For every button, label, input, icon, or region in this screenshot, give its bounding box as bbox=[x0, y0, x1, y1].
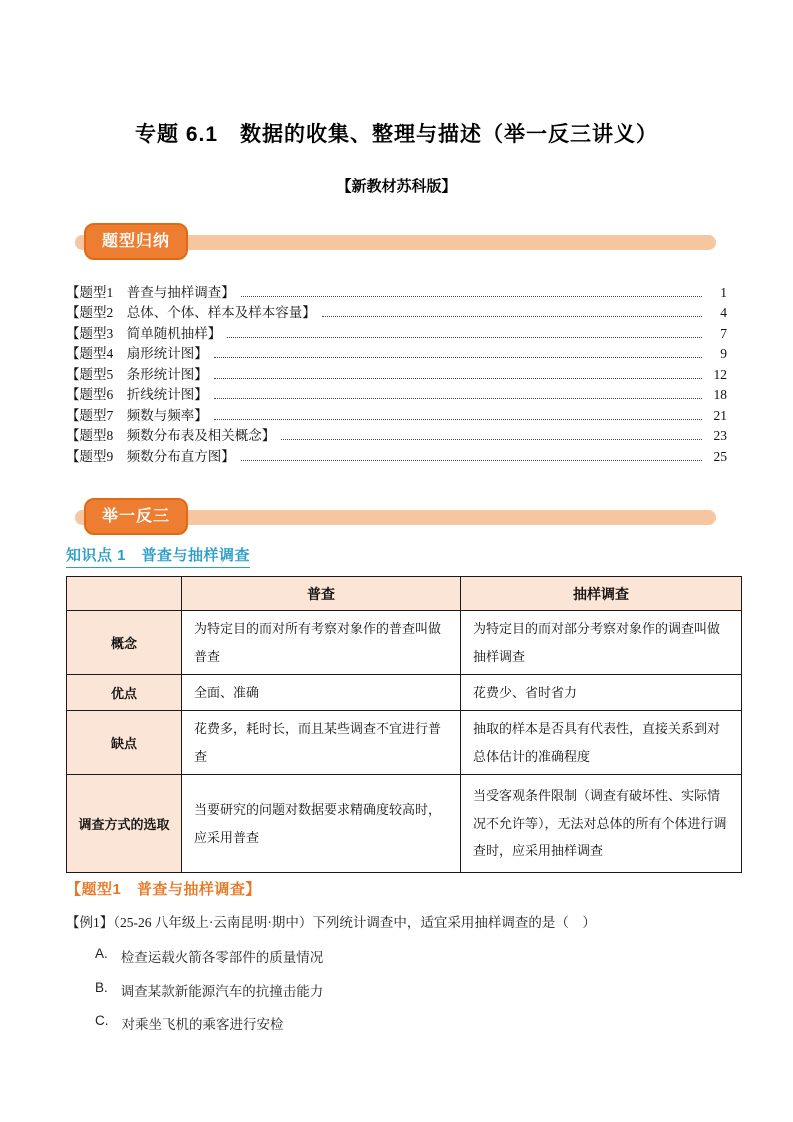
toc-entry-6[interactable] bbox=[66, 383, 727, 404]
toc-entry-label: 【题型3 简单随机抽样】 bbox=[66, 325, 222, 341]
example-1-stem: 【例1】（25-26 八年级上·云南昆明·期中）下列统计调查中，适宜采用抽样调查的是（ ） bbox=[66, 915, 596, 930]
toc-entry-3[interactable] bbox=[66, 321, 727, 342]
selection-sampling-cell: 当受客观条件限制（调查有破坏性、实际情况不允许等），无法对总体的所有个体进行调查时，应采用抽样调查 bbox=[461, 775, 742, 873]
toc-dot-leader bbox=[322, 316, 702, 317]
option-c bbox=[95, 1013, 725, 1033]
concept-census-cell: 为特定目的而对所有考察对象作的普查叫做普查 bbox=[182, 611, 461, 675]
toc-page-number: 12 bbox=[713, 366, 727, 382]
toc-entry-label: 【题型8 频数分布表及相关概念】 bbox=[66, 428, 276, 443]
selection-census-cell: 当要研究的问题对数据要求精确度较高时，应采用普查 bbox=[182, 775, 461, 873]
knowledge-point-heading: 知识点 1 普查与抽样调查 bbox=[66, 544, 250, 568]
option-a-letter: A. bbox=[95, 946, 108, 961]
toc-entry-5[interactable] bbox=[66, 362, 727, 383]
option-a bbox=[95, 946, 725, 966]
banner-badge-practice: 举一反三 bbox=[84, 498, 188, 535]
disadvantage-census-cell: 花费多，耗时长，而且某些调查不宜进行普查 bbox=[182, 711, 461, 775]
option-b-letter: B. bbox=[95, 980, 108, 995]
toc-dot-leader bbox=[214, 357, 702, 358]
toc-entry-label: 【题型7 频数与频率】 bbox=[66, 407, 208, 423]
table-row-disadvantage bbox=[67, 711, 742, 775]
toc-page-number: 25 bbox=[713, 448, 727, 464]
row-label: 缺点 bbox=[67, 711, 182, 775]
table-corner-cell bbox=[67, 577, 182, 611]
toc-dot-leader bbox=[227, 337, 702, 338]
toc-page-number: 4 bbox=[720, 305, 727, 320]
column-header-sampling: 抽样调查 bbox=[461, 577, 742, 611]
concept-sampling-cell: 为特定目的而对部分考察对象作的调查叫做抽样调查 bbox=[461, 611, 742, 675]
toc-dot-leader bbox=[241, 460, 702, 461]
toc-entry-2[interactable] bbox=[66, 301, 727, 322]
table-row-method-selection bbox=[67, 775, 742, 873]
row-label: 概念 bbox=[67, 611, 182, 675]
toc-entry-8[interactable] bbox=[66, 424, 727, 445]
option-b bbox=[95, 980, 725, 1000]
section-banner-practice bbox=[0, 498, 793, 536]
row-label: 调查方式的选取 bbox=[67, 775, 182, 873]
toc-dot-leader bbox=[214, 419, 702, 420]
option-c-letter: C. bbox=[95, 1013, 109, 1028]
toc-entry-label: 【题型9 频数分布直方图】 bbox=[66, 448, 235, 464]
section-banner-topic-summary bbox=[0, 223, 793, 261]
option-c-text: 对乘坐飞机的乘客进行安检 bbox=[121, 1017, 284, 1032]
advantage-census-cell: 全面、准确 bbox=[182, 675, 461, 711]
toc-entry-label: 【题型5 条形统计图】 bbox=[66, 366, 208, 382]
row-label: 优点 bbox=[67, 675, 182, 711]
census-vs-sampling-table bbox=[66, 576, 742, 873]
option-b-text: 调查某款新能源汽车的抗撞击能力 bbox=[120, 984, 324, 999]
toc-entry-1[interactable] bbox=[66, 280, 727, 301]
toc-dot-leader bbox=[214, 398, 702, 399]
toc-entry-7[interactable] bbox=[66, 403, 727, 424]
toc-entry-label: 【题型2 总体、个体、样本及样本容量】 bbox=[66, 305, 316, 320]
toc-entry-label: 【题型4 扇形统计图】 bbox=[66, 346, 208, 361]
edition-label: 【新教材苏科版】 bbox=[336, 178, 457, 195]
toc-page-number: 21 bbox=[713, 407, 727, 423]
toc-entry-label: 【题型1 普查与抽样调查】 bbox=[66, 284, 235, 300]
banner-badge-topic-summary: 题型归纳 bbox=[84, 223, 188, 260]
table-row-concept bbox=[67, 611, 742, 675]
toc-dot-leader bbox=[241, 296, 702, 297]
option-a-text: 检查运载火箭各零部件的质量情况 bbox=[120, 950, 324, 965]
disadvantage-sampling-cell: 抽取的样本是否具有代表性，直接关系到对总体估计的准确程度 bbox=[461, 711, 742, 775]
toc-page-number: 7 bbox=[720, 325, 727, 341]
toc-page-number: 23 bbox=[713, 428, 727, 443]
page-title: 专题 6.1 数据的收集、整理与描述（举一反三讲义） bbox=[134, 123, 659, 146]
table-of-contents bbox=[66, 280, 727, 465]
problem-type-heading: 【题型1 普查与抽样调查】 bbox=[66, 881, 261, 898]
toc-page-number: 18 bbox=[713, 387, 727, 402]
table-header-row bbox=[67, 577, 742, 611]
table-row-advantage bbox=[67, 675, 742, 711]
column-header-census: 普查 bbox=[182, 577, 461, 611]
toc-page-number: 1 bbox=[720, 284, 727, 300]
toc-page-number: 9 bbox=[720, 346, 727, 361]
toc-entry-label: 【题型6 折线统计图】 bbox=[66, 387, 208, 402]
toc-dot-leader bbox=[281, 439, 702, 440]
toc-entry-4[interactable] bbox=[66, 342, 727, 363]
advantage-sampling-cell: 花费少、省时省力 bbox=[461, 675, 742, 711]
toc-entry-9[interactable] bbox=[66, 444, 727, 465]
toc-dot-leader bbox=[214, 378, 702, 379]
